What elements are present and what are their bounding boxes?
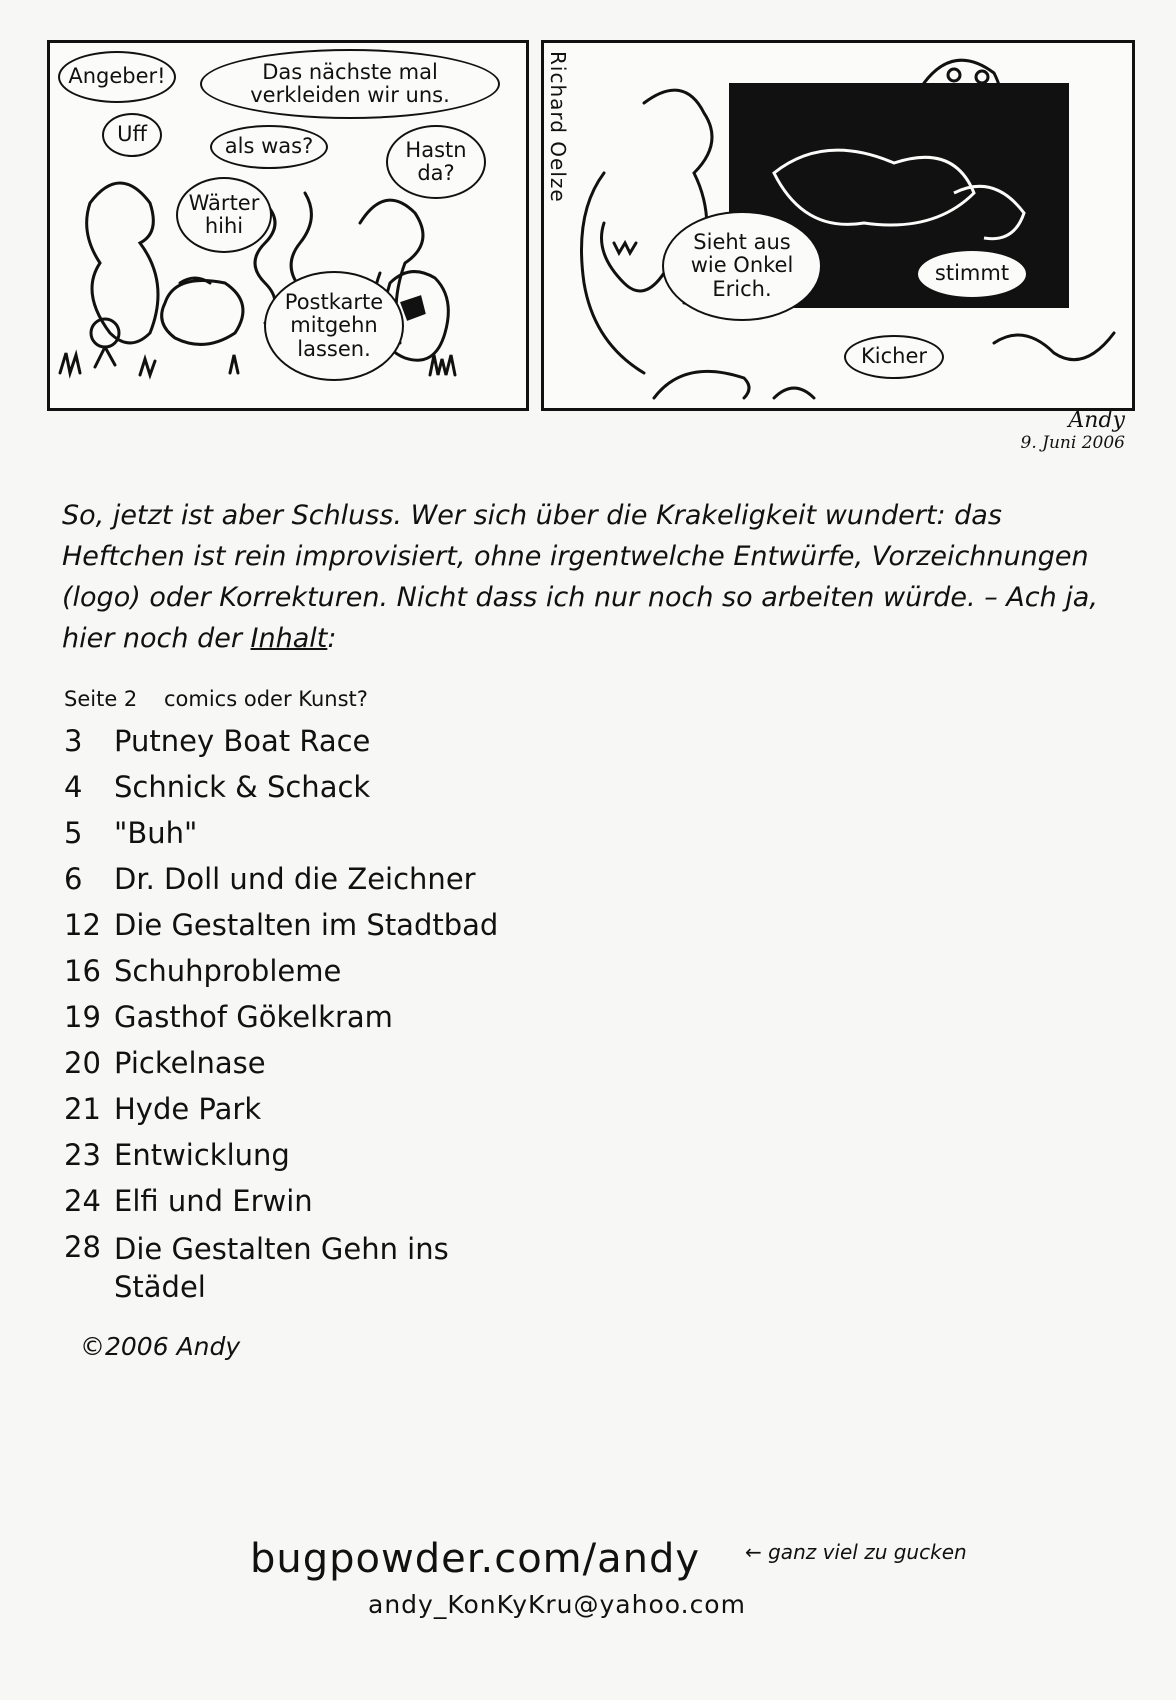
toc-title: Schnick & Schack <box>114 770 371 804</box>
toc-item <box>64 1086 764 1132</box>
speech-bubble: stimmt <box>916 249 1028 299</box>
toc-page-number: 24 <box>64 1184 101 1218</box>
toc-page-number: 3 <box>64 724 83 758</box>
comic-panel-2 <box>541 40 1135 411</box>
toc-page-number: 12 <box>64 908 101 942</box>
panel-2-drawing <box>544 43 1132 408</box>
intro-text: So, jetzt ist aber Schluss. Wer sich über die Krakeligkeit wundert: das Heftchen ist rein improvisiert, ohne irgentwelche Entwürfe, Vorzeichnungen (logo) oder Korrekturen. Nicht dass ich nur noch so arbeiten würde. – Ach ja, hier noch der <box>62 500 1098 654</box>
toc-item <box>64 1040 764 1086</box>
speech-bubble: Kicher <box>844 335 944 379</box>
toc-title: Die Gestalten Gehn ins Städel <box>114 1232 449 1304</box>
side-caption: Richard Oelze <box>546 51 570 203</box>
toc-page-number: 16 <box>64 954 101 988</box>
toc-item <box>64 994 764 1040</box>
website-note: ← ganz viel zu gucken <box>745 1540 967 1564</box>
table-of-contents <box>64 680 764 1304</box>
toc-page-number: 4 <box>64 770 83 804</box>
toc-page-number: 19 <box>64 1000 101 1034</box>
toc-title: Entwicklung <box>114 1138 290 1172</box>
toc-item <box>64 856 764 902</box>
toc-page-number: 23 <box>64 1138 101 1172</box>
toc-item <box>64 718 764 764</box>
toc-page-number: 21 <box>64 1092 101 1126</box>
comic-panel-1 <box>47 40 529 411</box>
intro-paragraph <box>62 495 1122 659</box>
speech-bubble: Das nächste mal verkleiden wir uns. <box>200 49 500 119</box>
toc-title: Die Gestalten im Stadtbad <box>114 908 499 942</box>
signature <box>945 408 1125 453</box>
toc-item <box>64 810 764 856</box>
toc-title: Schuhprobleme <box>114 954 342 988</box>
toc-item <box>64 1224 764 1304</box>
toc-title: Dr. Doll und die Zeichner <box>114 862 476 896</box>
toc-title: Gasthof Gökelkram <box>114 1000 393 1034</box>
toc-page-number: 5 <box>64 816 83 850</box>
speech-bubble: als was? <box>210 125 328 169</box>
toc-title: Putney Boat Race <box>114 724 371 758</box>
speech-bubble: Wärter hihi <box>176 177 272 253</box>
toc-item <box>64 1178 764 1224</box>
toc-title: Hyde Park <box>114 1092 262 1126</box>
toc-title: Elfi und Erwin <box>114 1184 313 1218</box>
toc-page-number: 28 <box>64 1230 101 1264</box>
copyright: ©2006 Andy <box>80 1332 241 1361</box>
intro-end: : <box>327 623 337 654</box>
toc-item <box>64 902 764 948</box>
toc-title: comics oder Kunst? <box>164 687 368 711</box>
thought-bubble: Uff <box>102 113 162 157</box>
speech-bubble: Hastn da? <box>386 125 486 199</box>
toc-page-number: 20 <box>64 1046 101 1080</box>
toc-page-number: Seite 2 <box>64 687 138 711</box>
toc-page-number: 6 <box>64 862 83 896</box>
speech-bubble: Postkarte mitgehn lassen. <box>264 271 404 381</box>
signature-date: 9. Juni 2006 <box>1020 433 1125 453</box>
speech-bubble: Sieht aus wie Onkel Erich. <box>662 211 822 321</box>
email-address[interactable]: andy_KonKyKru@yahoo.com <box>368 1590 746 1619</box>
toc-title: Pickelnase <box>114 1046 266 1080</box>
toc-item <box>64 1132 764 1178</box>
toc-item <box>64 680 764 718</box>
speech-bubble: Angeber! <box>58 51 176 103</box>
toc-item <box>64 948 764 994</box>
toc-item <box>64 764 764 810</box>
contents-heading: Inhalt <box>250 623 328 654</box>
toc-title: "Buh" <box>114 816 198 850</box>
website-url[interactable]: bugpowder.com/andy <box>250 1536 701 1582</box>
signature-name: Andy <box>1068 408 1125 433</box>
